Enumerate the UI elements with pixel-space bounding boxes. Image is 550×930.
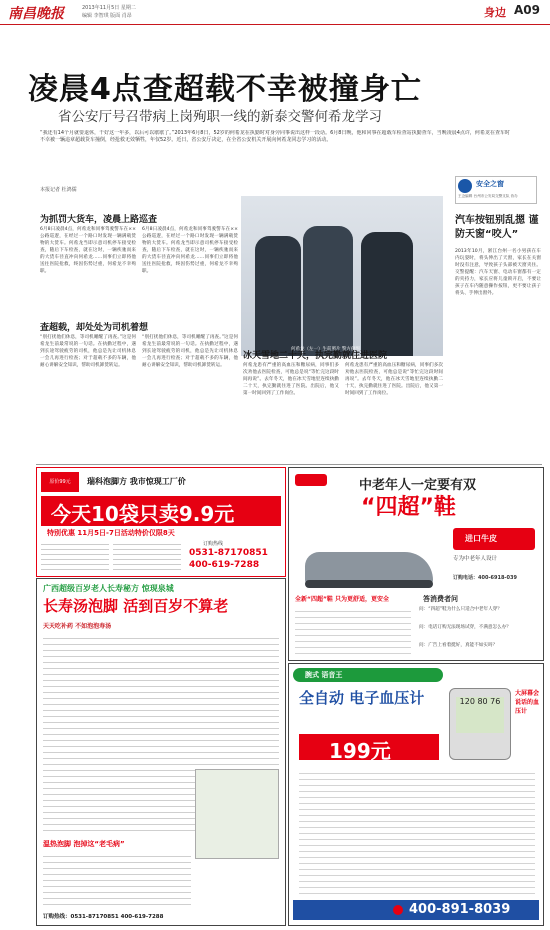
section-head-1: 为抓罚大货车，凌晨上路巡查: [40, 215, 158, 225]
column-3-text: 何希龙患有严重的高血压和糖尿病，同事们多次劝他去医院检查，可他总是说“等忙完这段时间再说”。去年冬天，他在冰天雪地里连续执勤二十天，执完勤就住进了医院。出院后，他又第一时间回到了工作岗位。: [243, 363, 339, 396]
page-editors: 编辑 李智琪 版面 肖昂: [82, 13, 132, 19]
faq-title: 答消费者问: [423, 595, 458, 603]
ad1-brand: 瑞科泡脚方 我市惊现工厂价: [87, 477, 186, 486]
ad3-tel: 订购电话：400-6918-039: [453, 575, 517, 581]
photo-caption: 何希龙（左一）生前照片 警方供图: [291, 347, 360, 352]
ad2-phone: 订购热线：0531-87170851 400-619-7288: [43, 914, 164, 920]
ad4-body-lines: [299, 768, 535, 894]
ad3-brand-name: “四超”鞋: [361, 495, 456, 520]
photo-figure-2: [303, 226, 353, 356]
page-number: A09: [514, 3, 540, 17]
section-head-2: 查超载，却处处为司机着想: [40, 323, 149, 333]
ad1-banner-text: 今天10袋只卖9.9元: [51, 502, 235, 526]
ad4-title: 全自动 电子血压计: [299, 689, 425, 707]
photo-figure-3: [361, 232, 413, 356]
shoe-sole-icon: [305, 580, 433, 588]
ad2-top-title: 广西超级百岁老人长寿秘方 惊现泉城: [43, 584, 174, 593]
faq-q3: 问：广告上看着挺好，真能不如实吗？: [419, 643, 498, 648]
ad1-price-badge: 原价99元: [41, 472, 79, 492]
issue-date: 2013年11月5日 星期二: [82, 5, 136, 11]
ad1-body-mid: [113, 540, 181, 572]
column-2-text-top: 6月8日凌晨4点，何希龙和同事驾驶警车在××公路巡逻，在经过一个路口时发现一辆满载货物的大货车。何希龙当即示意司机停车接受检查，随后下车检查，就在这时，一辆疾驰而来的大货车径直冲向何希龙……同事们立即将他送往医院抢救，终因伤势过重，何希龙不幸殉职。: [142, 227, 238, 274]
phone-icon: [393, 905, 403, 915]
ad4-device-screen: 120 80 76: [456, 697, 504, 733]
ad3-shoe-image: [295, 526, 445, 592]
sidebar-headline: 汽车按钮别乱摁 谨防天窗“咬人”: [455, 215, 539, 240]
section-head-3: 冰天雪地二十天，执完勤就住进医院: [243, 351, 388, 361]
ad3-logo-icon: [295, 474, 327, 486]
ad4-top-text: 腕式 语音王: [305, 671, 343, 679]
ad2-bottom-lines: [43, 851, 191, 907]
ad-footsoak: [36, 467, 286, 577]
ad-shoes: [288, 467, 544, 661]
ad1-banner: [41, 496, 281, 526]
news-photo: [241, 196, 443, 356]
safety-window-title: 安全之窗: [476, 180, 504, 188]
ad4-device-image: [449, 688, 511, 760]
ad3-tag2: 专为中老年人设计: [453, 556, 498, 562]
ad4-phone-bar: [293, 900, 539, 920]
ad1-tel-label: 订购热线: [203, 541, 224, 547]
ad3-feature-tag: [453, 528, 535, 550]
ad1-subtext: 特别优惠 11月5日-7日活动特价仅限8天: [47, 529, 175, 537]
faq-q2: 问：电话订购无法现场试穿，不满意怎么办？: [419, 625, 511, 630]
section-name: 身边: [484, 6, 506, 19]
ad2-product-image: [195, 769, 279, 859]
masthead: [0, 0, 550, 25]
ad1-tel2: 400-619-7288: [189, 560, 260, 570]
ad1-tel1: 0531-87170851: [189, 548, 268, 558]
ad1-tel-box: [185, 540, 279, 572]
faq-q1: 问：“四超”鞋为什么只适合中老年人穿？: [419, 607, 502, 612]
ad4-price-tag: [299, 734, 439, 763]
ad-longevity: [36, 578, 286, 926]
photo-figure-1: [255, 236, 301, 356]
ad4-price: 199元: [329, 739, 391, 763]
byline: 本报记者 杜鸿儒: [40, 187, 77, 193]
article-divider: [36, 464, 542, 465]
ad4-right-panel: 大屏幕会说话的血压计: [515, 690, 540, 715]
safety-window-sub: 王念编辑 台州市公安局交警支队 协办: [458, 194, 518, 198]
main-headline: 凌晨4点查超载不幸被撞身亡: [28, 72, 422, 107]
column-2-text: “别打扰他们休息，等司机睡醒了再查。”这是何希龙生前最常说的一句话。在执勤过程中，遇到长途驾驶疲劳的司机，他总是先让司机休息一会儿再进行检查；对于超载不多的车辆，他耐心讲解安全知识，帮助司机卸货转运。: [40, 335, 136, 368]
ad2-main-title: 长寿汤泡脚 活到百岁不算老: [43, 597, 229, 615]
lead-paragraph: “我还有14个月就要退休，干好这一年多，以后可以歇歇了。”2013年6月8日，52岁的何希龙在执勤时对身旁同事说出这样一段话。6月8日晚，他和同事在超载车检查站执勤查车，当晚凌晨4点许，何希龙在查车时不幸被一辆违章超载货车撞倒，经抢救无效牺牲，年仅52岁。近日，省公安厅决定，在全省公安机关开展向何希龙同志学习的活动。: [40, 130, 510, 143]
ad3-sub-title: 全新“四超”鞋 只为更舒适，更安全: [295, 596, 389, 603]
newspaper-logo: 南昌晚报: [8, 6, 64, 22]
ad3-feature-lines: [295, 606, 411, 654]
ad2-bottom-title: 温热泡脚 泡掉这“老毛病”: [43, 840, 125, 848]
sidebar-text: 2013年10月，浙江台州一名小男孩在车内玩耍时，将头伸出了天窗，家长在关窗时没有注意，导致孩子头部被天窗夹住。交警提醒：汽车天窗、电动车窗都有一定的夹持力，家长应将儿童锁开启，不要让孩子在车内随意操作按钮，更不要让孩子将头、手伸出窗外。: [455, 249, 541, 296]
ad-blood-pressure: [288, 663, 544, 926]
column-2b-text: “别打扰他们休息，等司机睡醒了再查。”这是何希龙生前最常说的一句话。在执勤过程中，遇到长途驾驶疲劳的司机，他总是先让司机休息一会儿再进行检查；对于超载不多的车辆，他耐心讲解安全知识，帮助司机卸货转运。: [142, 335, 238, 368]
police-badge-icon: [458, 179, 472, 193]
safety-window-box: [455, 176, 537, 204]
ad3-tag-text: 进口牛皮: [465, 534, 497, 543]
ad4-phone: 400-891-8039: [409, 902, 511, 917]
ad1-body-left: [41, 540, 109, 572]
ad3-headline: 中老年人一定要有双: [359, 478, 477, 493]
ad4-header: [293, 668, 443, 682]
ad2-side-slogan: 天天吃补药 不如泡泡寿汤: [43, 623, 112, 630]
column-4-text: 何希龙患有严重的高血压和糖尿病，同事们多次劝他去医院检查，可他总是说“等忙完这段时间再说”。去年冬天，他在冰天雪地里连续执勤二十天，执完勤就住进了医院。出院后，他又第一时间回到了工作岗位。: [345, 363, 443, 396]
sub-headline: 省公安厅号召带病上岗殉职一线的新泰交警何希龙学习: [58, 109, 382, 125]
column-1-text: 6月8日凌晨4点，何希龙和同事驾驶警车在××公路巡逻，在经过一个路口时发现一辆满载货物的大货车。何希龙当即示意司机停车接受检查，随后下车检查，就在这时，一辆疾驰而来的大货车径直冲向何希龙……同事们立即将他送往医院抢救，终因伤势过重，何希龙不幸殉职。: [40, 227, 136, 274]
